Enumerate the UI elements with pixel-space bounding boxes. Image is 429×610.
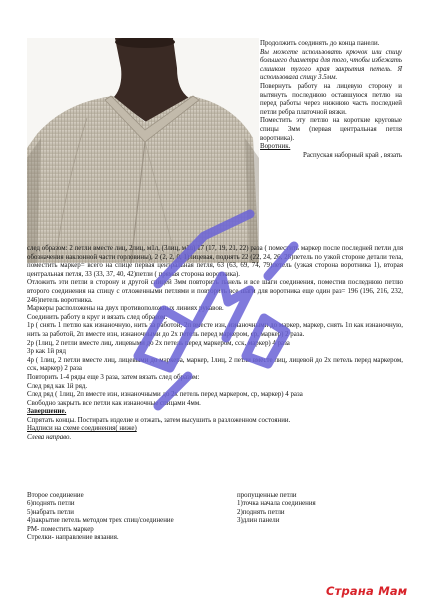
diagram-legend [27,492,403,542]
collar-heading: Воротник. [260,143,291,151]
legend-row [27,526,403,534]
body-p14: Спрятать концы. Постирать изделие и отжать, затем высушить в разложенном состоянии. [27,416,291,424]
site-watermark-text: Страна Мам [326,584,408,598]
right-p4: Поместить эту петлю на короткие круговые спицы 3мм (первая центральная петля воротника). [260,117,402,142]
body-p8: 4р ( 1лиц, 2 петли вместе лиц, лицевыми до маркера, маркер, 1лиц, 2 петли вместе лиц, лицевой до 2х петель перед маркером, сск, маркер) 2 раза [27,356,403,373]
body-p9: Повторить 1-4 ряды еще 3 раза, затем вязать след образом: [27,373,200,381]
body-p6: 2р (1лиц, 2 петли вместе лиц, лицевыми до 2х петель перед маркером, сск, маркер) 4 раза [27,339,290,347]
sweater-photo-illustration [27,38,259,263]
body-p3: Маркеры расположены на двух противоположных линиях рукавов. [27,305,224,313]
legend-right-item: 3)длин панели [237,517,280,525]
legend-right-item: 1)точка начала соединения [237,500,316,508]
legend-row [27,500,403,508]
legend-row [27,517,403,525]
legend-left-item: РМ- поместить маркер [27,525,94,533]
sweater-photo [27,38,259,263]
right-p3: Повернуть работу на лицевую сторону и вытянуть последнюю оставшуюся петлю на перед работы через нижнюю часть последней петли ребра платочной вязки. [260,82,402,116]
left-to-right-note: Слева направо. [27,434,72,442]
body-p12: Свободно закрыть все петли как изнаночные спицами 4мм. [27,399,201,407]
right-p6: Распуская наборный край , вязать [303,151,402,159]
legend-left-item: Стрелки- направление вязания. [27,534,119,542]
right-p1: Продолжить соединять до конца панели. [260,40,380,47]
body-p5: 1р ( снять 1 петлю как изнаночную, нить за работой, 2п вместе изн, изнаночными до маркер, маркер, снять 1п как изнаночную, нить за работой, 2п вместе изн, изнаночными до 2х петель перед маркером, ср, маркер) 2 раза. [27,322,403,338]
body-text [27,245,403,443]
diagram-labels-heading: Надписи на схеме соединения( ниже) [27,425,137,433]
body-p4: Соединить работу в круг и вязать след образом: [27,313,168,321]
legend-left-item: 6)поднять петли [27,500,75,508]
body-p10: След ряд как 1й ряд. [27,382,88,390]
body-p1: след образом: 2 петли вместе лиц, 2лиц, м1л, (3лиц, м1л) 17 (17, 19, 21, 22) раза ( поместить маркер после последней петли для обозначения наклонной части горловины), 2 (2, 2, 0, 1)лицевая, поднять 22 (22, 24, 26, 28)петель по узкой стороне детали тела, поместить маркер= всего на спице первая центральная петля, 63 (63, 69, 74, 79)петель (узкая сторона воротника 1), вторая центральная петля, 33 (33, 37, 40, 42)петли ( прямая сторона воротника). [27,245,403,278]
body-p7: 3р как 1й ряд [27,348,66,356]
legend-left-item: 4)закрытие петель методом трех спиц/соединение [27,517,174,525]
right-p2: Вы можете использовать крючок или спицу большего диаметра для того, чтобы избежать слишком тугого края закрытия петель. Я использовала спицу 3.5мм. [260,48,402,82]
legend-row [27,534,403,542]
legend-right-item: 2)поднять петли [237,508,285,516]
site-watermark [326,584,407,598]
body-p11: След ряд ( 1лиц, 2п вместе изн, изнаночными до 2х петель перед маркером, ср, маркер) 4 раза [27,391,303,399]
legend-row [27,509,403,517]
legend-left-item: Второе соединение [27,492,84,499]
finishing-heading: Завершение. [27,408,67,416]
body-p2: Отложить эти петли в сторону и другой спицей 3мм повторить панель и все шаги соединения, поместив последнюю петлю второго соединения на спицу с отложенными петлями и повторить все шаги для воротника еще один раз= 196 (196, 216, 232, 246)петель воротника. [27,279,403,304]
legend-left-item: 5)набрать петли [27,508,74,516]
legend-row [27,492,403,500]
right-column-text [260,40,402,160]
legend-right-item: пропущенные петли [237,492,297,499]
